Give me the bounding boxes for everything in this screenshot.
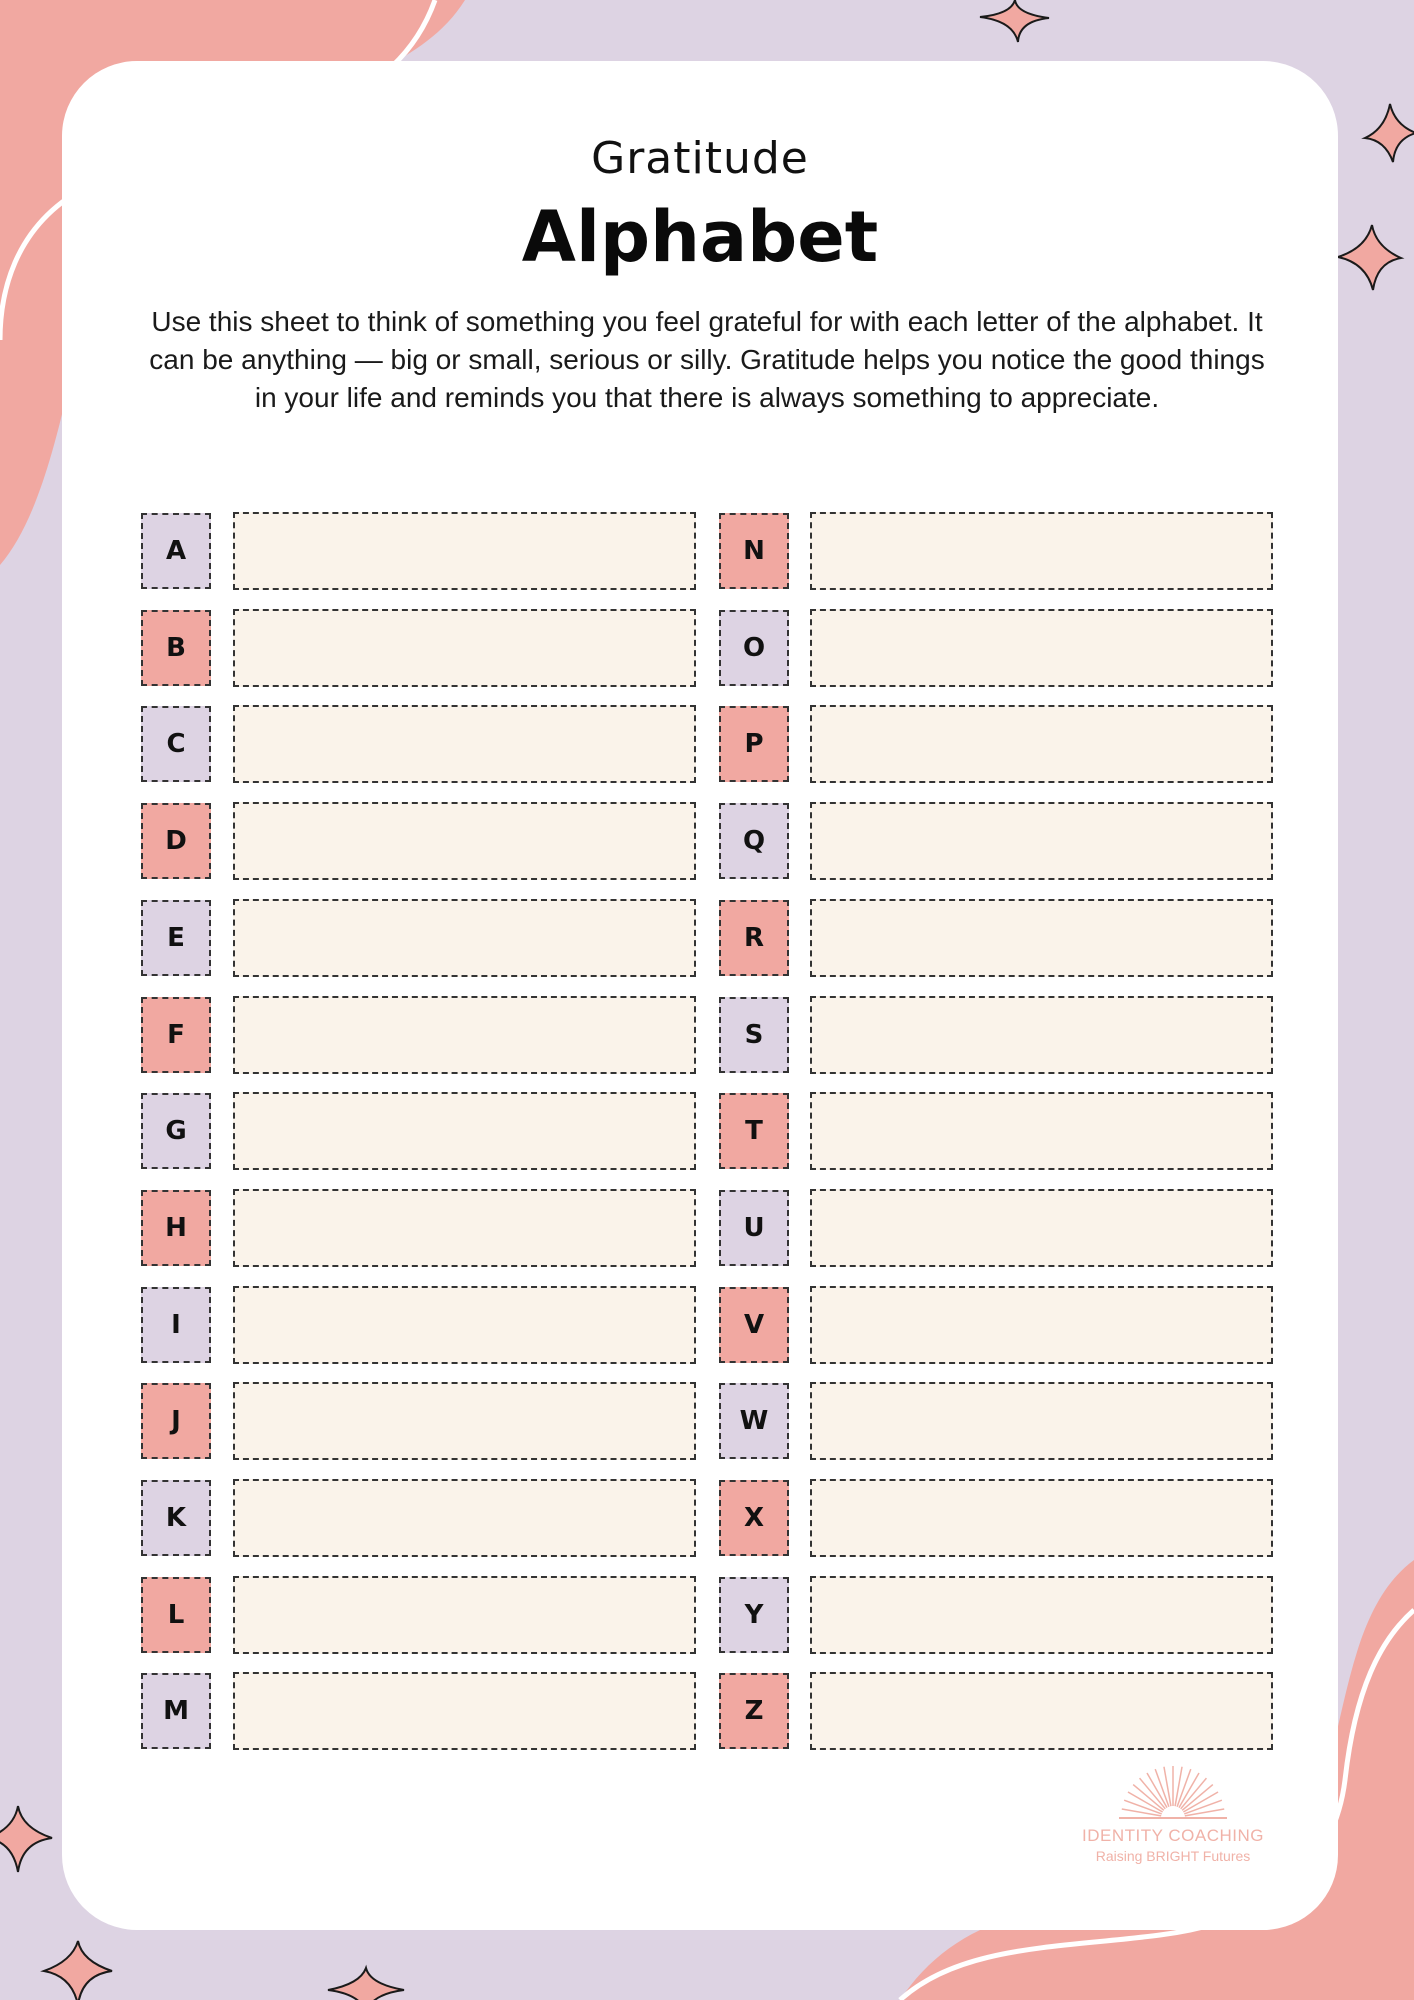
letter-box-w: W (719, 1383, 789, 1459)
answer-field-z[interactable] (810, 1672, 1273, 1750)
star-icon (1365, 104, 1414, 162)
answer-field-y[interactable] (810, 1576, 1273, 1654)
letter-box-i: I (141, 1287, 211, 1363)
letter-box-b: B (141, 610, 211, 686)
sunburst-icon (1113, 1760, 1233, 1820)
answer-field-a[interactable] (233, 512, 696, 590)
star-icon (328, 1968, 404, 2000)
letter-box-t: T (719, 1093, 789, 1169)
answer-field-e[interactable] (233, 899, 696, 977)
intro-paragraph: Use this sheet to think of something you feel grateful for with each letter of the alphabet. It can be anything — big or small, serious or silly. Gratitude helps you notice the good things in your life and reminds you that there is always something to appreciate. (149, 306, 1265, 413)
answer-field-i[interactable] (233, 1286, 696, 1364)
letter-box-h: H (141, 1190, 211, 1266)
answer-field-h[interactable] (233, 1189, 696, 1267)
letter-box-j: J (141, 1383, 211, 1459)
answer-field-m[interactable] (233, 1672, 696, 1750)
answer-field-t[interactable] (810, 1092, 1273, 1170)
letter-box-n: N (719, 513, 789, 589)
letter-box-y: Y (719, 1577, 789, 1653)
answer-field-d[interactable] (233, 802, 696, 880)
letter-box-a: A (141, 513, 211, 589)
letter-box-r: R (719, 900, 789, 976)
answer-field-x[interactable] (810, 1479, 1273, 1557)
letter-box-s: S (719, 997, 789, 1073)
letter-box-q: Q (719, 803, 789, 879)
answer-field-p[interactable] (810, 705, 1273, 783)
letter-box-k: K (141, 1480, 211, 1556)
answer-field-n[interactable] (810, 512, 1273, 590)
letter-box-m: M (141, 1673, 211, 1749)
answer-field-s[interactable] (810, 996, 1273, 1074)
letter-box-o: O (719, 610, 789, 686)
answer-field-w[interactable] (810, 1382, 1273, 1460)
letter-box-e: E (141, 900, 211, 976)
letter-box-d: D (141, 803, 211, 879)
letter-box-x: X (719, 1480, 789, 1556)
answer-field-r[interactable] (810, 899, 1273, 977)
answer-field-v[interactable] (810, 1286, 1273, 1364)
answer-field-c[interactable] (233, 705, 696, 783)
letter-box-p: P (719, 706, 789, 782)
letter-box-f: F (141, 997, 211, 1073)
answer-field-b[interactable] (233, 609, 696, 687)
worksheet-title: Alphabet (521, 196, 879, 278)
answer-field-u[interactable] (810, 1189, 1273, 1267)
letter-box-c: C (141, 706, 211, 782)
brand-name: IDENTITY COACHING (1082, 1826, 1264, 1845)
star-icon (44, 1941, 112, 2000)
letter-box-v: V (719, 1287, 789, 1363)
answer-field-j[interactable] (233, 1382, 696, 1460)
answer-field-f[interactable] (233, 996, 696, 1074)
letter-box-u: U (719, 1190, 789, 1266)
answer-field-l[interactable] (233, 1576, 696, 1654)
star-icon (0, 1806, 52, 1872)
brand-tagline: Raising BRIGHT Futures (1095, 1848, 1251, 1864)
star-icon (1338, 225, 1401, 290)
letter-box-l: L (141, 1577, 211, 1653)
answer-field-q[interactable] (810, 802, 1273, 880)
star-icon (980, 0, 1049, 42)
worksheet-subtitle: Gratitude (591, 133, 809, 184)
letter-box-z: Z (719, 1673, 789, 1749)
letter-box-g: G (141, 1093, 211, 1169)
answer-field-o[interactable] (810, 609, 1273, 687)
answer-field-k[interactable] (233, 1479, 696, 1557)
brand-logo (1070, 1760, 1276, 1864)
answer-field-g[interactable] (233, 1092, 696, 1170)
